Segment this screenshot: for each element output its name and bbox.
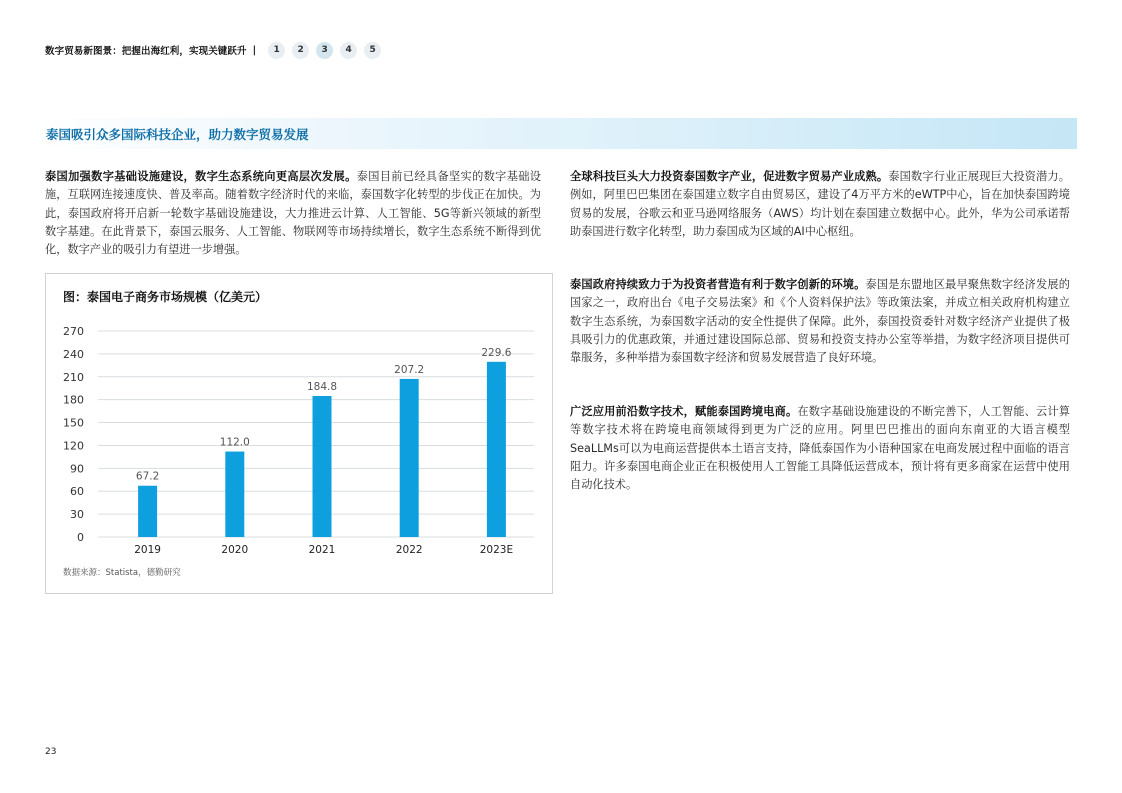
bar-value-label: 184.8 bbox=[306, 381, 338, 394]
right-paragraph-1 bbox=[570, 168, 1070, 241]
x-tick-label: 2022 bbox=[395, 544, 423, 556]
bar-value-label: 207.2 bbox=[394, 363, 425, 376]
right-paragraph-1-body: 泰国数字行业正展现巨大投资潜力。例如，阿里巴巴集团在泰国建立数字自由贸易区，建设了4万平方米的eWTP中心，旨在加快泰国跨境贸易的发展，谷歌云和亚马逊网络服务（AWS）均计划在泰国建立数据中心。此外，华为公司承诺帮助泰国进行数字化转型，助力泰国成为区域的AI中心枢纽。 bbox=[570, 170, 1070, 238]
x-tick-label: 2019 bbox=[134, 544, 161, 556]
page-nav-5[interactable]: 5 bbox=[364, 42, 381, 59]
chart-container bbox=[45, 273, 553, 594]
title-separator: | bbox=[252, 44, 257, 56]
y-tick-label: 210 bbox=[63, 370, 84, 384]
right-paragraph-2-body: 泰国是东盟地区最早聚焦数字经济发展的国家之一，政府出台《电子交易法案》和《个人资料保护法》等政策法案，并成立相关政府机构建立数字生态系统，为泰国数字活动的安全性提供了保障。此外，泰国投资委针对数字经济产业提供了极具吸引力的优惠政策，并通过建设国际总部、贸易和投资支持办公室等举措，为数字经济项目提供可靠服务，多种举措为泰国数字经济和贸易发展营造了良好环境。 bbox=[570, 278, 1070, 365]
section-banner bbox=[36, 118, 1077, 149]
page-nav-4[interactable]: 4 bbox=[340, 42, 357, 59]
page-navigation bbox=[268, 42, 381, 59]
report-title: 数字贸易新图景：把握出海红利，实现关键跃升 bbox=[45, 46, 247, 57]
y-tick-label: 240 bbox=[63, 347, 84, 361]
bar-value-label: 67.2 bbox=[135, 470, 160, 483]
bar-value-label: 112.0 bbox=[219, 436, 250, 449]
y-tick-label: 90 bbox=[70, 462, 84, 476]
right-paragraph-1-lead: 全球科技巨头大力投资泰国数字产业，促进数字贸易产业成熟。 bbox=[570, 170, 889, 183]
y-tick-label: 270 bbox=[63, 325, 84, 338]
bar bbox=[225, 452, 244, 537]
bar bbox=[313, 396, 332, 537]
y-tick-label: 0 bbox=[77, 531, 84, 544]
y-tick-label: 150 bbox=[63, 416, 84, 430]
header-bar bbox=[45, 42, 381, 58]
bar bbox=[138, 486, 157, 537]
y-tick-label: 120 bbox=[63, 439, 84, 453]
section-title: 泰国吸引众多国际科技企业，助力数字贸易发展 bbox=[46, 127, 309, 142]
x-tick-label: 2021 bbox=[308, 544, 336, 556]
x-tick-label: 2020 bbox=[221, 544, 249, 556]
right-paragraph-3-body: 在数字基础设施建设的不断完善下，人工智能、云计算等数字技术将在跨境电商领域得到更为广泛的应用。阿里巴巴推出的面向东南亚的大语言模型SeaLLMs可以为电商运营提供本土语言支持，降低泰国作为小语种国家在电商发展过程中面临的语言阻力。许多泰国电商企业正在积极使用人工智能工具降低运营成本，预计将有更多商家在运营中使用自动化技术。 bbox=[570, 405, 1070, 492]
right-paragraph-3-lead: 广泛应用前沿数字技术，赋能泰国跨境电商。 bbox=[570, 405, 798, 418]
bar-chart bbox=[46, 274, 552, 593]
y-tick-label: 60 bbox=[70, 485, 84, 499]
bar bbox=[400, 379, 419, 537]
right-paragraph-2-lead: 泰国政府持续致力于为投资者营造有利于数字创新的环境。 bbox=[570, 278, 866, 291]
chart-source: 数据来源：Statista，德勤研究 bbox=[63, 568, 181, 578]
y-tick-label: 180 bbox=[63, 393, 84, 407]
page-nav-2[interactable]: 2 bbox=[292, 42, 309, 59]
page-nav-3[interactable]: 3 bbox=[316, 42, 333, 59]
left-paragraph-lead: 泰国加强数字基础设施建设，数字生态系统向更高层次发展。 bbox=[45, 170, 357, 183]
bar-value-label: 229.6 bbox=[481, 346, 512, 359]
left-paragraph bbox=[45, 168, 541, 259]
page-nav-1[interactable]: 1 bbox=[268, 42, 285, 59]
x-tick-label: 2023E bbox=[479, 544, 514, 556]
page-number: 23 bbox=[45, 747, 57, 757]
chart-title: 图：泰国电子商务市场规模（亿美元） bbox=[63, 290, 268, 304]
left-paragraph-body: 泰国目前已经具备坚实的数字基础设施，互联网连接速度快、普及率高。随着数字经济时代的来临，泰国数字化转型的步伐正在加快。为此，泰国政府将开启新一轮数字基础设施建设，大力推进云计算、人工智能、5G等新兴领域的新型数字基建。在此背景下，泰国云服务、人工智能、物联网等市场持续增长，数字生态系统不断得到优化，数字产业的吸引力有望进一步增强。 bbox=[45, 170, 541, 257]
bar bbox=[487, 362, 506, 537]
y-tick-label: 30 bbox=[70, 508, 84, 522]
right-paragraph-3 bbox=[570, 403, 1070, 494]
right-paragraph-2 bbox=[570, 276, 1070, 367]
